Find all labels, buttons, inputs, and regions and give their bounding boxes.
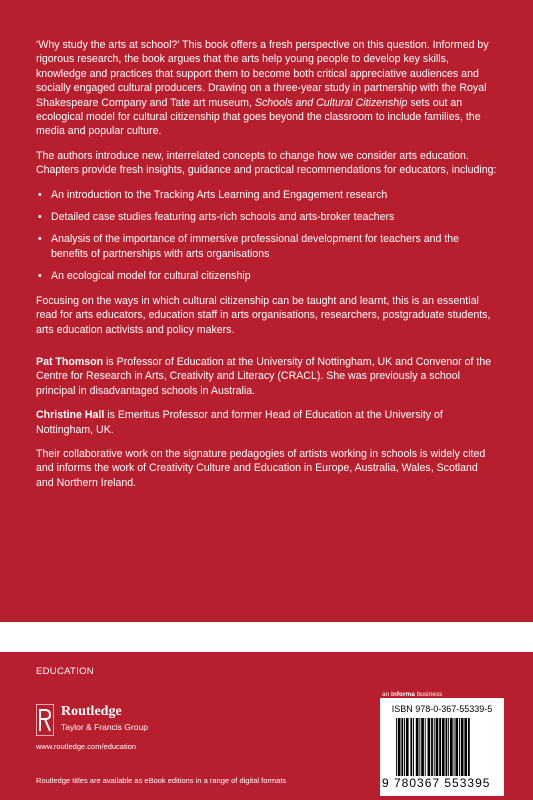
barcode-bar [425, 718, 426, 776]
barcode-icon [394, 718, 498, 776]
publisher-group: Taylor & Francis Group [61, 722, 148, 732]
barcode-bar [454, 718, 455, 776]
intro-text-end: sets out an ecological model for cultural citizenship that goes beyond the classroom to include families, the media and popular culture. [36, 96, 481, 138]
barcode-bar [450, 718, 453, 776]
back-cover-footer [0, 652, 533, 800]
list-item [36, 188, 498, 202]
barcode-bar [455, 718, 458, 776]
barcode-bar [464, 718, 467, 776]
barcode-bar [428, 718, 431, 776]
barcode-bar [421, 718, 424, 776]
barcode-bar [439, 718, 441, 776]
bullet-icon: • [38, 188, 42, 201]
informa-suffix: business [414, 691, 443, 698]
ebook-note: Routledge titles are available as eBook editions in a range of digital formats [36, 776, 287, 785]
informa-brand: informa [391, 691, 415, 698]
publisher-logo [36, 704, 236, 740]
author-bio-1 [36, 355, 498, 398]
barcode-bar [468, 718, 470, 776]
list-item [36, 269, 498, 283]
informa-business-tag [382, 691, 442, 698]
barcode-bar [461, 718, 464, 776]
intro-paragraph [36, 38, 498, 139]
barcode-bar [434, 718, 435, 776]
barcode-bar [446, 718, 448, 776]
publisher-name: Routledge [61, 704, 122, 719]
white-divider-stripe [0, 622, 533, 652]
barcode-bar [404, 718, 405, 776]
book-title-italic: Schools and Cultural Citizenship [254, 96, 408, 109]
key-features-list [36, 188, 498, 284]
list-item-text: An ecological model for cultural citizenship [51, 270, 251, 283]
list-item-text: Detailed case studies featuring arts-rich schools and arts-broker teachers [51, 211, 395, 224]
list-item [36, 210, 498, 224]
list-item-text: Analysis of the importance of immersive professional development for teachers and the benefits of partnerships with arts organisations [51, 233, 460, 260]
list-item [36, 232, 498, 261]
barcode-bar [448, 718, 449, 776]
barcode-bar [410, 718, 412, 776]
subject-category: EDUCATION [36, 666, 94, 677]
author-bio-text: is Professor of Education at the University of Nottingham, UK and Convenor of the Centre for Research in Arts, Creativity and Literacy (CRACL). She was previously a school principal in disadvantaged schools in Australia. [36, 355, 492, 397]
barcode-bar [398, 718, 401, 776]
barcode-bar [419, 718, 420, 776]
bullet-icon: • [38, 270, 42, 283]
author-name: Pat Thomson [36, 355, 104, 368]
audience-paragraph: Focusing on the ways in which cultural citizenship can be taught and learnt, this is an essential read for arts educators, education staff in arts organisations, researchers, postgraduate students, arts education activists and policy makers. [36, 294, 491, 336]
intro-text-start: ‘Why study the arts at school?’ This book offers a fresh perspective on this question. Informed by rigorous research, the book argues that the arts help young people to develop key skills, knowledge and practices that support them to become both critical appreciative audiences and socially engaged cultural producers. Drawing on a three-year study in partnership with the Royal Shakespeare Company and Tate art museum, [36, 39, 489, 109]
barcode-digits: 9 780367 553395 [382, 776, 491, 790]
barcode-bar [413, 718, 414, 776]
isbn-barcode [380, 698, 504, 796]
publisher-url: www.routledge.com/education [36, 742, 137, 751]
barcode-bar [442, 718, 445, 776]
routledge-logo-icon [36, 704, 54, 736]
collaboration-paragraph: Their collaborative work on the signature pedagogies of artists working in schools is widely cited and informs the work of Creativity Culture and Education in Europe, Australia, Wales, Scotland and Northern Ireland. [36, 447, 486, 489]
blurb-text [36, 38, 498, 500]
isbn-label: ISBN 978-0-367-55339-5 [391, 704, 493, 714]
bullet-icon: • [38, 233, 42, 246]
list-item-text: An introduction to the Tracking Arts Learning and Engagement research [51, 188, 388, 201]
barcode-bar [401, 718, 403, 776]
barcode-bar [406, 718, 409, 776]
author-bio-text: is Emeritus Professor and former Head of Education at the University of Nottingham, UK. [36, 409, 443, 436]
informa-prefix: an [382, 691, 392, 698]
author-bio-2 [36, 408, 498, 437]
author-name: Christine Hall [36, 409, 105, 422]
barcode-bar [396, 718, 397, 776]
barcode-bar [459, 718, 460, 776]
barcode-bar [416, 718, 419, 776]
concepts-paragraph: The authors introduce new, interrelated concepts to change how we consider arts education. Chapters provide fresh insights, guidance and practical recommendations for educators, including: [36, 149, 497, 177]
barcode-bar [436, 718, 439, 776]
bullet-icon: • [38, 211, 42, 224]
barcode-bar [431, 718, 433, 776]
